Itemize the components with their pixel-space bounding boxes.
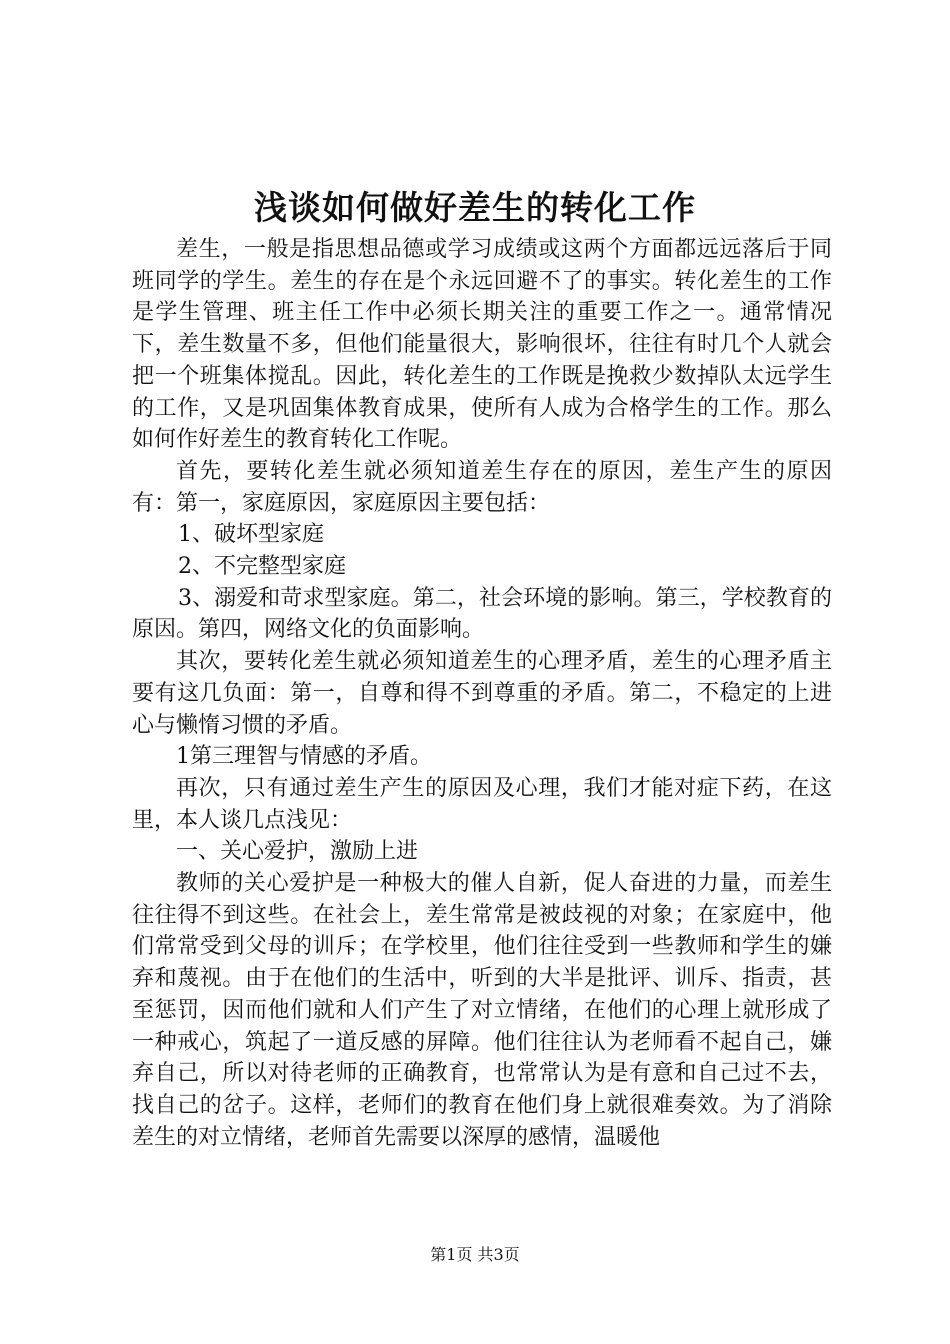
paragraph: 首先，要转化差生就必须知道差生存在的原因，差生产生的原因有：第一，家庭原因，家庭原因主要包括：	[132, 458, 832, 516]
section-heading: 一、关心爱护，激励上进	[176, 839, 419, 865]
paragraph: 1第三理智与情感的矛盾。	[176, 744, 432, 770]
paragraph: 差生，一般是指思想品德或学习成绩或这两个方面都远远落后于同班同学的学生。差生的存在是个永远回避不了的事实。转化差生的工作是学生管理、班主任工作中必须长期关注的重要工作之一。通常情况下，差生数量不多，但他们能量很大，影响很坏，往往有时几个人就会把一个班集体搅乱。因此，转化差生的工作既是挽救少数掉队太远学生的工作，又是巩固集体教育成果，使所有人成为合格学生的工作。那么如何作好差生的教育转化工作呢。	[132, 237, 832, 453]
paragraph: 再次，只有通过差生产生的原因及心理，我们才能对症下药，在这里，本人谈几点浅见：	[132, 775, 832, 833]
paragraph: 教师的关心爱护是一种极大的催人自新，促人奋进的力量，而差生往往得不到这些。在社会上，差生常常是被歧视的对象；在家庭中，他们常常受到父母的训斥；在学校里，他们往往受到一些教师和学生的嫌弃和蔑视。由于在他们的生活中，听到的大半是批评、训斥、指责，甚至惩罚，因而他们就和人们产生了对立情绪，在他们的心理上就形成了一种戒心，筑起了一道反感的屏障。他们往往认为老师看不起自己，嫌弃自己，所以对待老师的正确教育，也常常认为是有意和自己过不去，找自己的岔子。这样，老师们的教育在他们身上就很难奏效。为了消除差生的对立情绪，老师首先需要以深厚的感情，温暖他	[132, 871, 832, 1150]
document-body	[132, 234, 832, 1153]
paragraph: 其次，要转化差生就必须知道差生的心理矛盾，差生的心理矛盾主要有这几负面：第一，自尊和得不到尊重的矛盾。第二，不稳定的上进心与懒惰习惯的矛盾。	[132, 649, 832, 738]
page-footer: 第1页 共3页	[430, 1245, 520, 1264]
list-item: 3、溺爱和苛求型家庭。第二，社会环境的影响。第三，学校教育的原因。第四，网络文化的负面影响。	[132, 585, 832, 643]
document-title: 浅谈如何做好差生的转化工作	[254, 188, 696, 227]
list-item: 2、不完整型家庭	[178, 554, 346, 580]
list-item: 1、破坏型家庭	[178, 522, 324, 548]
